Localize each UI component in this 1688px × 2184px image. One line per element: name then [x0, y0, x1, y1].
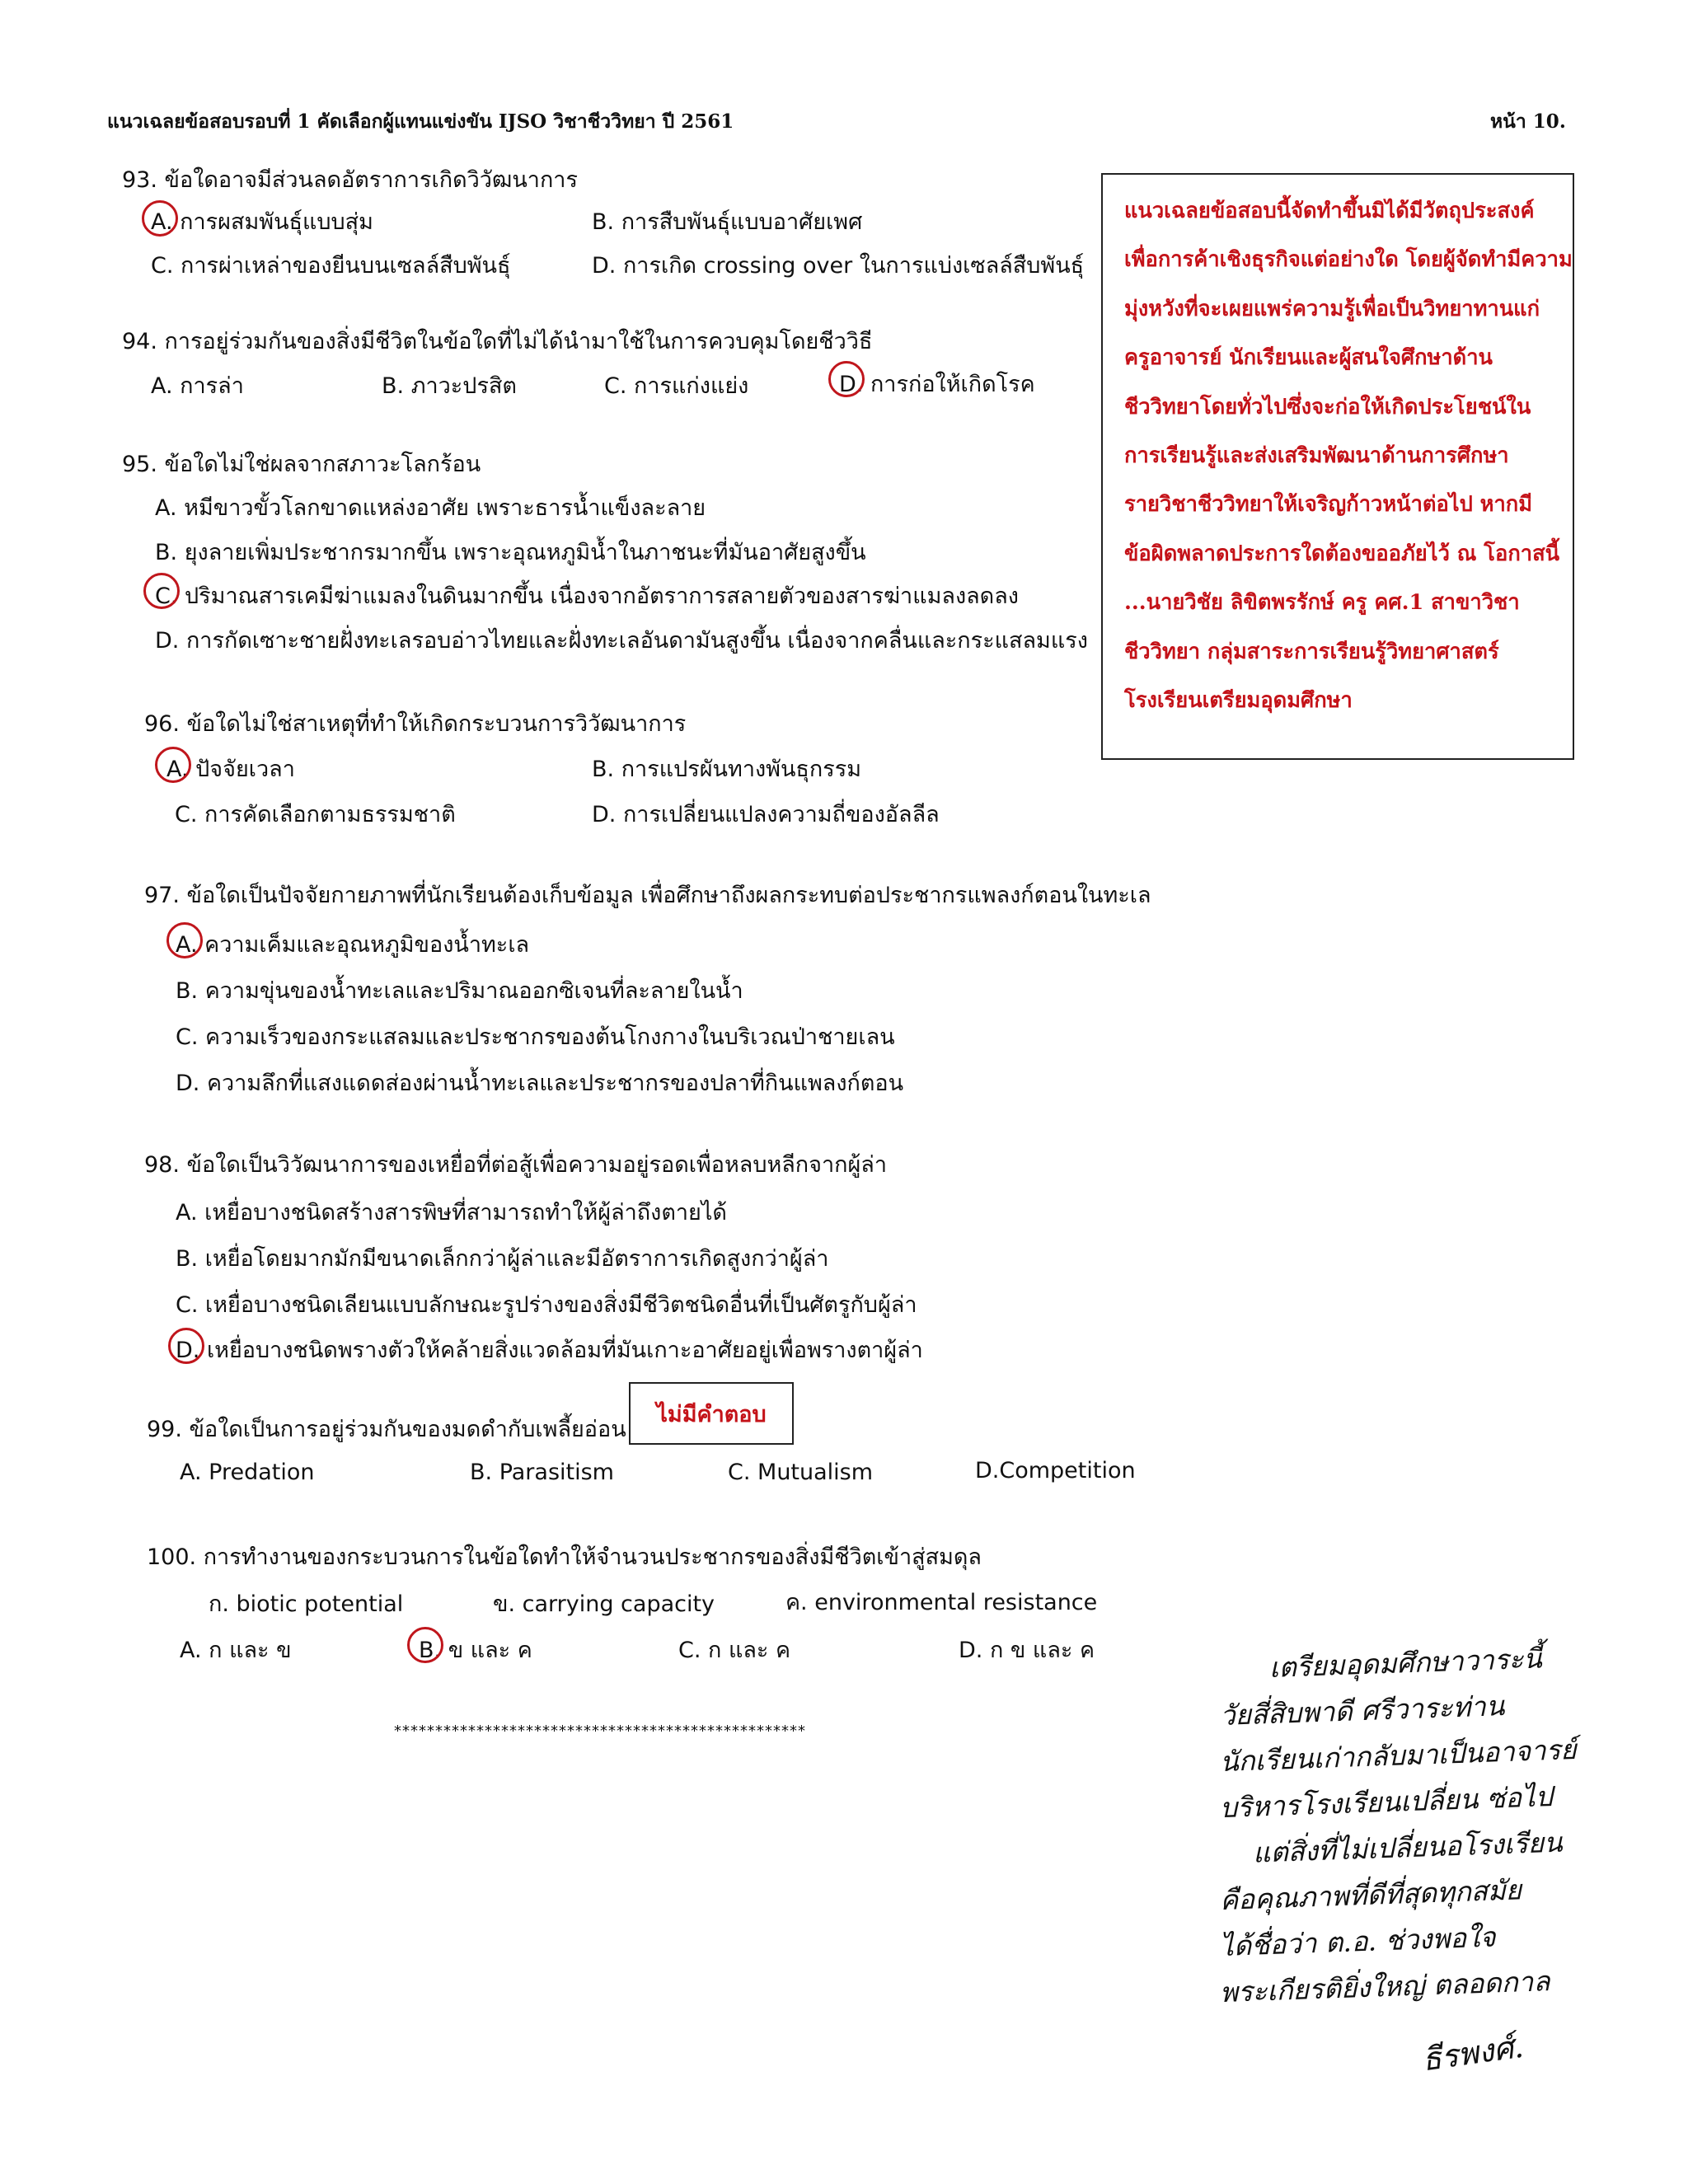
question-93: 93. ข้อใดอาจมีส่วนลดอัตราการเกิดวิวัฒนาการ — [122, 167, 578, 193]
q95-option-d: D. การกัดเซาะชายฝั่งทะเลรอบอ่าวไทยและฝั่งทะเลอันดามันสูงขึ้น เนื่องจากคลื่นและกระแสลมแรง — [155, 628, 1088, 654]
q99-option-b: B. Parasitism — [470, 1460, 614, 1485]
disclaimer-line: ข้อผิดพลาดประการใดต้องขออภัยไว้ ณ โอกาสนี้ — [1124, 541, 1560, 566]
answer-circle-q97 — [166, 922, 203, 958]
divider-stars: ************************************************** — [394, 1722, 806, 1740]
q95-option-a: A. หมีขาวขั้วโลกขาดแหล่งอาศัย เพราะธารน้ำแข็งละลาย — [155, 495, 706, 521]
disclaimer-line: ...นายวิชัย ลิขิตพรรักษ์ ครู คศ.1 สาขาวิชา — [1124, 590, 1520, 616]
q98-option-d: D. เหยื่อบางชนิดพรางตัวให้คล้ายสิ่งแวดล้อมที่มันเกาะอาศัยอยู่เพื่อพรางตาผู้ล่า — [176, 1338, 923, 1363]
q100-option-b: B. ข และ ค — [419, 1638, 532, 1663]
handwritten-line: วัยสี่สิบพาดี ศรีวาระท่าน — [1219, 1690, 1505, 1732]
q98-option-c: C. เหยื่อบางชนิดเลียนแบบลักษณะรูปร่างของสิ่งมีชีวิตชนิดอื่นที่เป็นศัตรูกับผู้ล่า — [176, 1292, 917, 1318]
question-100: 100. การทำงานของกระบวนการในข้อใดทำให้จำนวนประชากรของสิ่งมีชีวิตเข้าสู่สมดุล — [147, 1544, 982, 1570]
answer-circle-q100 — [407, 1627, 443, 1663]
disclaimer-line: ครูอาจารย์ นักเรียนและผู้สนใจศึกษาด้าน — [1124, 345, 1493, 371]
answer-circle-q98 — [168, 1328, 204, 1364]
handwritten-line: เตรียมอุดมศึกษาวาระนี้ — [1268, 1642, 1543, 1684]
q96-option-d: D. การเปลี่ยนแปลงความถี่ของอัลลีล — [592, 802, 940, 827]
question-98: 98. ข้อใดเป็นวิวัฒนาการของเหยื่อที่ต่อสู้เพื่อความอยู่รอดเพื่อหลบหลีกจากผู้ล่า — [144, 1152, 888, 1178]
question-99: 99. ข้อใดเป็นการอยู่ร่วมกันของมดดำกับเพลี้ยอ่อน — [147, 1417, 626, 1442]
q97-option-a: A. ความเค็มและอุณหภูมิของน้ำทะเล — [176, 932, 530, 958]
q94-option-d: D. การก่อให้เกิดโรค — [839, 372, 1035, 397]
handwritten-line: ได้ชื่อว่า ต.อ. ช่วงพอใจ — [1219, 1920, 1497, 1963]
q100-option-a: A. ก และ ข — [180, 1638, 292, 1663]
q96-option-c: C. การคัดเลือกตามธรรมชาติ — [175, 802, 456, 827]
disclaimer-line: ชีววิทยา กลุ่มสาระการเรียนรู้วิทยาศาสตร์ — [1124, 639, 1499, 664]
answer-circle-q96 — [155, 747, 191, 783]
page-number: หน้า 10. — [1490, 110, 1566, 133]
q100-item-k2: ข. carrying capacity — [493, 1591, 715, 1617]
q100-option-d: D. ก ข และ ค — [959, 1638, 1095, 1663]
q99-option-c: C. Mutualism — [728, 1460, 874, 1485]
q100-item-k3: ค. environmental resistance — [785, 1590, 1098, 1615]
question-95: 95. ข้อใดไม่ใช่ผลจากสภาวะโลกร้อน — [122, 452, 481, 477]
handwritten-line: แต่สิ่งที่ไม่เปลี่ยนอโรงเรียน — [1252, 1825, 1564, 1869]
handwritten-line: นักเรียนเก่ากลับมาเป็นอาจารย์ — [1219, 1732, 1578, 1779]
no-answer-box: ไม่มีคำตอบ — [629, 1382, 794, 1445]
disclaimer-line: โรงเรียนเตรียมอุดมศึกษา — [1124, 688, 1353, 714]
q97-option-d: D. ความลึกที่แสงแดดส่องผ่านน้ำทะเลและประชากรของปลาที่กินแพลงก์ตอน — [176, 1071, 904, 1096]
q94-option-c: C. การแก่งแย่ง — [604, 373, 749, 399]
q99-option-d: D.Competition — [975, 1458, 1136, 1483]
disclaimer-line: แนวเฉลยข้อสอบนี้จัดทำขึ้นมิได้มีวัตถุประสงค์ — [1124, 199, 1535, 223]
page-header-title: แนวเฉลยข้อสอบรอบที่ 1 คัดเลือกผู้แทนแข่งขัน IJSO วิชาชีววิทยา ปี 2561 — [107, 110, 734, 133]
q96-option-a: A. ปัจจัยเวลา — [166, 757, 295, 782]
handwritten-note — [1220, 1640, 1648, 2009]
question-96: 96. ข้อใดไม่ใช่สาเหตุที่ทำให้เกิดกระบวนการวิวัฒนาการ — [144, 711, 687, 737]
q98-option-a: A. เหยื่อบางชนิดสร้างสารพิษที่สามารถทำให้ผู้ล่าถึงตายได้ — [176, 1200, 727, 1226]
disclaimer-box — [1101, 173, 1574, 760]
answer-circle-q95 — [143, 573, 180, 609]
q93-option-d: D. การเกิด crossing over ในการแบ่งเซลล์สืบพันธุ์ — [592, 253, 1085, 279]
q95-option-c: C. ปริมาณสารเคมีฆ่าแมลงในดินมากขึ้น เนื่องจากอัตราการสลายตัวของสารฆ่าแมลงลดลง — [155, 583, 1019, 609]
q94-option-b: B. ภาวะปรสิต — [382, 373, 517, 399]
disclaimer-line: รายวิชาชีววิทยาให้เจริญก้าวหน้าต่อไป หากมี — [1124, 492, 1533, 518]
q98-option-b: B. เหยื่อโดยมากมักมีขนาดเล็กกว่าผู้ล่าและมีอัตราการเกิดสูงกว่าผู้ล่า — [176, 1246, 829, 1272]
disclaimer-line: เพื่อการค้าเชิงธุรกิจแต่อย่างใด โดยผู้จัดทำมีความ — [1124, 247, 1573, 273]
q97-option-b: B. ความขุ่นของน้ำทะเลและปริมาณออกซิเจนที่ละลายในน้ำ — [176, 978, 743, 1004]
question-94: 94. การอยู่ร่วมกันของสิ่งมีชีวิตในข้อใดที่ไม่ได้นำมาใช้ในการควบคุมโดยชีววิธี — [122, 329, 873, 354]
handwritten-line: คือคุณภาพที่ดีที่สุดทุกสมัย — [1219, 1873, 1522, 1917]
disclaimer-line: ชีววิทยาโดยทั่วไปซึ่งจะก่อให้เกิดประโยชน์ใน — [1124, 394, 1531, 419]
q94-option-a: A. การล่า — [151, 373, 244, 399]
q93-option-b: B. การสืบพันธุ์แบบอาศัยเพศ — [592, 209, 863, 235]
question-97: 97. ข้อใดเป็นปัจจัยกายภาพที่นักเรียนต้องเก็บข้อมูล เพื่อศึกษาถึงผลกระทบต่อประชากรแพลงก์ตอนในทะเล — [144, 883, 1151, 908]
signature: ธีรพงศ์. — [1419, 2027, 1526, 2079]
q100-item-k1: ก. biotic potential — [209, 1591, 404, 1617]
handwritten-line: พระเกียรติยิ่งใหญ่ ตลอดกาล — [1219, 1965, 1551, 2009]
handwritten-line: บริหารโรงเรียนเปลี่ยน ซ่อไป — [1219, 1779, 1554, 1825]
q97-option-c: C. ความเร็วของกระแสลมและประชากรของต้นโกงกางในบริเวณป่าชายเลน — [176, 1024, 895, 1050]
disclaimer-line: การเรียนรู้และส่งเสริมพัฒนาด้านการศึกษา — [1124, 443, 1509, 469]
q96-option-b: B. การแปรผันทางพันธุกรรม — [592, 757, 862, 782]
q93-option-c: C. การผ่าเหล่าของยีนบนเซลล์สืบพันธุ์ — [151, 253, 511, 279]
answer-circle-q94 — [828, 361, 865, 397]
q99-option-a: A. Predation — [180, 1460, 315, 1485]
answer-circle-q93 — [142, 200, 178, 237]
disclaimer-line: มุ่งหวังที่จะเผยแพร่ความรู้เพื่อเป็นวิทยาทานแก่ — [1124, 296, 1540, 321]
q95-option-b: B. ยุงลายเพิ่มประชากรมากขึ้น เพราะอุณหภูมิน้ำในภาชนะที่มันอาศัยสูงขึ้น — [155, 540, 866, 565]
q100-option-c: C. ก และ ค — [678, 1638, 791, 1663]
q93-option-a: A. การผสมพันธุ์แบบสุ่ม — [151, 209, 373, 235]
